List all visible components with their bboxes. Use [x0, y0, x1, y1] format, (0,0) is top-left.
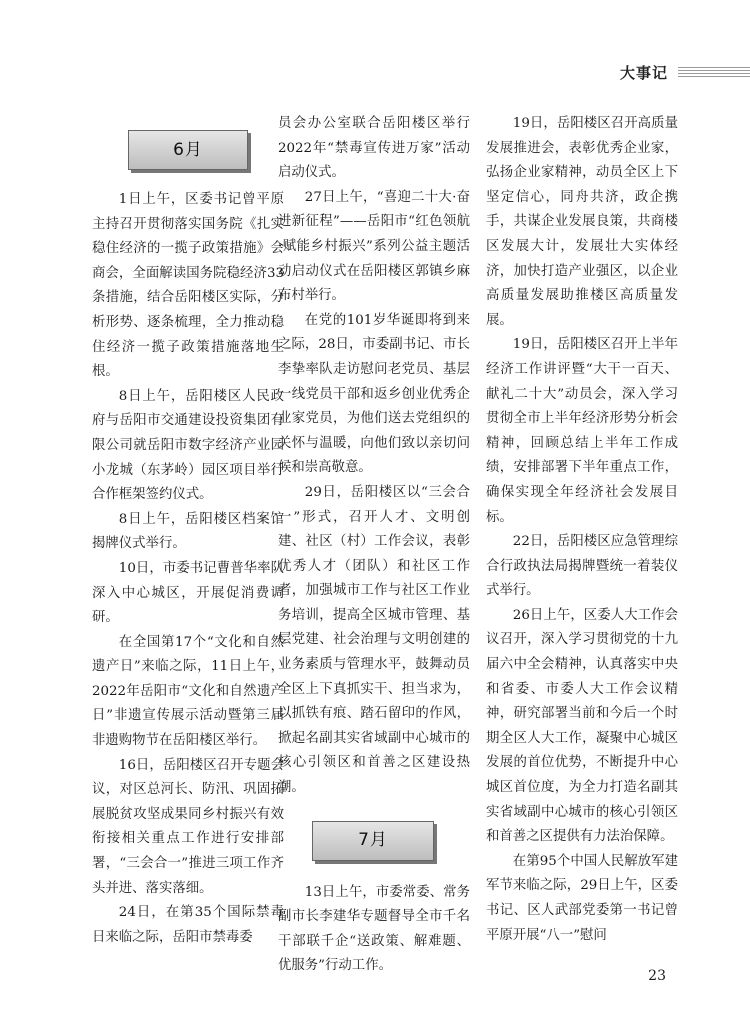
column-3 [486, 112, 678, 948]
month-heading-june: 6月 [128, 130, 248, 170]
column-2 [278, 112, 470, 979]
entry-paragraph: 8日上午，岳阳楼区档案馆揭牌仪式举行。 [92, 511, 284, 552]
entry-paragraph: 10日，市委书记曹普华率队深入中心城区，开展促消费调研。 [92, 560, 284, 626]
month-heading-july: 7月 [312, 821, 434, 861]
entry-paragraph: 1日上午，区委书记曾平原主持召开贯彻落实国务院《扎实稳住经济的一揽子政策措施》会商会，全面解读国务院稳经济33条措施，结合岳阳楼区实际，分析形势、逐条梳理，全力推动稳住经济一揽子政策措施落地生根。 [92, 192, 284, 380]
entry-paragraph: 19日，岳阳楼区召开高质量发展推进会，表彰优秀企业家，弘扬企业家精神，动员全区上下坚定信心，同舟共济，政企携手，共谋企业发展良策，共商楼区发展大计，发展壮大实体经济，加快打造产业强区，以企业高质量发展助推楼区高质量发展。 [486, 116, 678, 328]
section-title: 大事记 [619, 64, 668, 82]
entry-paragraph: 16日，岳阳楼区召开专题会议，对区总河长、防汛、巩固拓展脱贫攻坚成果同乡村振兴有效衔接相关重点工作进行安排部署，“三会合一”推进三项工作齐头并进、落实落细。 [92, 757, 284, 896]
entry-paragraph: 26日上午，区委人大工作会议召开，深入学习贯彻党的十九届六中全会精神，认真落实中央和省委、市委人大工作会议精神，研究部署当前和今后一个时期全区人大工作，凝聚中心城区发展的首位优势，不断提升中心城区首位度，为全力打造名副其实省域副中心城市的核心引领区和首善之区提供有力法治保障。 [486, 607, 678, 845]
entry-paragraph: 在党的101岁华诞即将到来之际，28日，市委副书记、市长李挚率队走访慰问老党员、基层一线党员干部和返乡创业优秀企业家党员，为他们送去党组织的关怀与温暖，向他们致以亲切问候和崇高敬意。 [278, 312, 470, 476]
entry-paragraph: 在第95个中国人民解放军建军节来临之际，29日上午，区委书记、区人武部党委第一书记曾平原开展“八一”慰问 [486, 853, 678, 943]
page-header [0, 62, 750, 84]
page-number: 23 [648, 968, 666, 984]
entry-paragraph-continued: 员会办公室联合岳阳楼区举行2022年“禁毒宣传进万家”活动启动仪式。 [278, 116, 470, 181]
entry-paragraph: 22日，岳阳楼区应急管理综合行政执法局揭牌暨统一着装仪式举行。 [486, 534, 678, 599]
entry-paragraph: 8日上午，岳阳楼区人民政府与岳阳市交通建设投资集团有限公司就岳阳市数字经济产业园小龙城（东茅岭）园区项目举行合作框架签约仪式。 [92, 388, 284, 503]
header-rule-lines [678, 67, 750, 81]
entry-paragraph: 19日，岳阳楼区召开上半年经济工作讲评暨“大干一百天、献礼二十大”动员会，深入学习贯彻全市上半年经济形势分析会精神，回顾总结上半年工作成绩，安排部署下半年重点工作，确保实现全年经济社会发展目标。 [486, 337, 678, 525]
entry-paragraph: 27日上午，“喜迎二十大·奋进新征程”——岳阳市“红色领航·赋能乡村振兴”系列公益主题活动启动仪式在岳阳楼区郭镇乡麻布村举行。 [278, 189, 470, 304]
entry-paragraph: 13日上午，市委常委、常务副市长李建华专题督导全市千名干部联千企“送政策、解难题、优服务”行动工作。 [278, 884, 470, 974]
entry-paragraph: 24日，在第35个国际禁毒日来临之际，岳阳市禁毒委 [92, 905, 284, 945]
entry-paragraph: 在全国第17个“文化和自然遗产日”来临之际，11日上午，2022年岳阳市“文化和自然遗产日”非遗宣传展示活动暨第三届非遗购物节在岳阳楼区举行。 [92, 634, 284, 749]
entry-paragraph: 29日，岳阳楼区以“三会合一”形式，召开人才、文明创建、社区（村）工作会议，表彰优秀人才（团队）和社区工作者，加强城市工作与社区工作业务培训，提高全区城市管理、基层党建、社会治理与文明创建的业务素质与管理水平，鼓舞动员全区上下真抓实干、担当求为，以抓铁有痕、踏石留印的作风，掀起名副其实省域副中心城市的核心引领区和首善之区建设热潮。 [278, 484, 470, 796]
column-1 [92, 112, 284, 950]
